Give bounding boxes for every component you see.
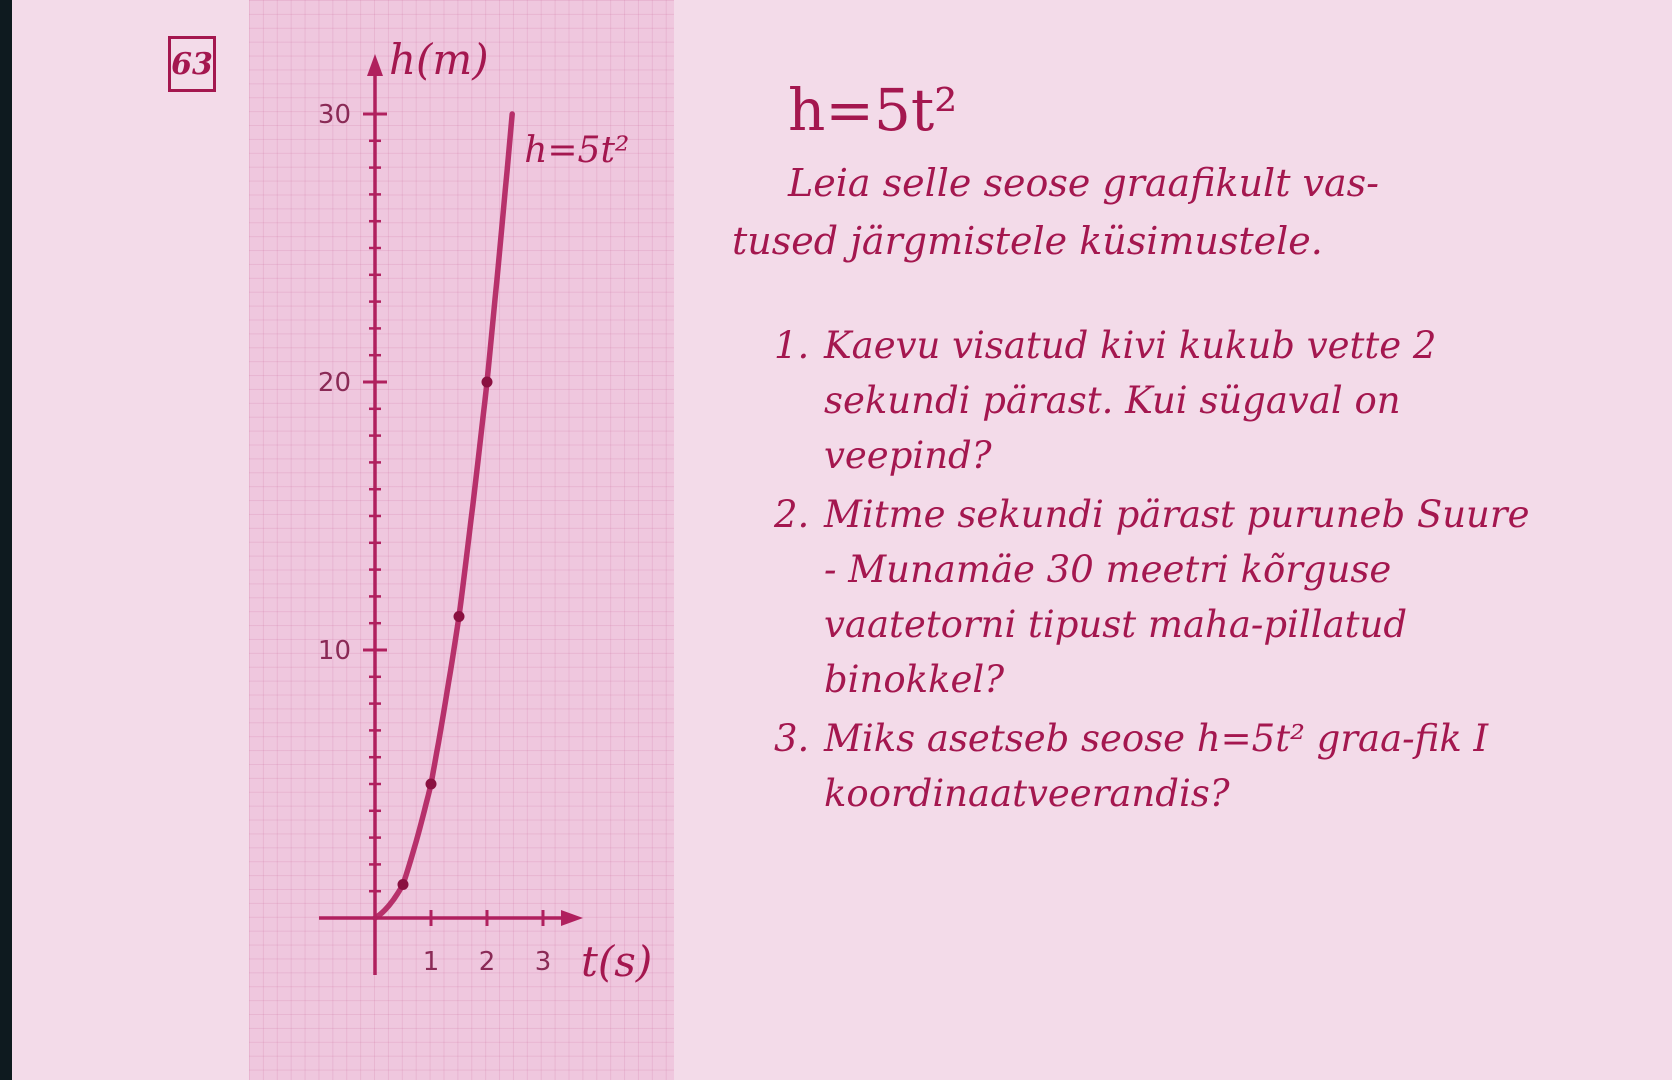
question-number: 1. [774, 324, 810, 367]
slide [12, 0, 1672, 1080]
question-number: 2. [774, 493, 810, 536]
question-text: Kaevu visatud kivi kukub vette 2 sekundi pärast. Kui sügaval on veepind? [824, 324, 1437, 477]
question-number: 3. [774, 717, 810, 760]
series-label: h=5t² [524, 130, 630, 171]
intro-line-1: Leia selle seose graafikult vas- [788, 161, 1380, 205]
formula: h=5t² [788, 76, 958, 144]
data-point [398, 879, 409, 890]
question-list [732, 318, 1552, 821]
intro-line-2: tused järgmistele küsimustele. [732, 219, 1323, 263]
y-tick-label: 10 [317, 636, 351, 666]
question-1 [732, 318, 1552, 483]
question-3 [732, 711, 1552, 821]
data-point [482, 377, 493, 388]
question-text: Miks asetseb seose h=5t² graa-fik I koordinaatveerandis? [824, 717, 1489, 815]
x-tick-label: 2 [478, 947, 496, 977]
data-point [454, 611, 465, 622]
question-2 [732, 487, 1552, 707]
slide-number-box: 63 [168, 36, 216, 92]
series-line-h [375, 114, 512, 918]
x-axis-label: t(s) [581, 937, 653, 986]
y-tick-label: 20 [317, 368, 351, 398]
data-point [426, 779, 437, 790]
y-axis-label: h(m) [389, 35, 489, 84]
question-text: Mitme sekundi pärast puruneb Suure - Munamäe 30 meetri kõrguse vaatetorni tipust maha-pillatud binokkel? [824, 493, 1530, 701]
chart [12, 0, 712, 1080]
intro-text [732, 154, 1552, 270]
x-tick-label: 1 [422, 947, 440, 977]
text-panel [732, 70, 1552, 825]
x-axis-arrow [561, 910, 583, 926]
y-tick-label: 30 [317, 100, 351, 130]
y-axis-arrow [367, 54, 383, 76]
x-tick-label: 3 [534, 947, 552, 977]
